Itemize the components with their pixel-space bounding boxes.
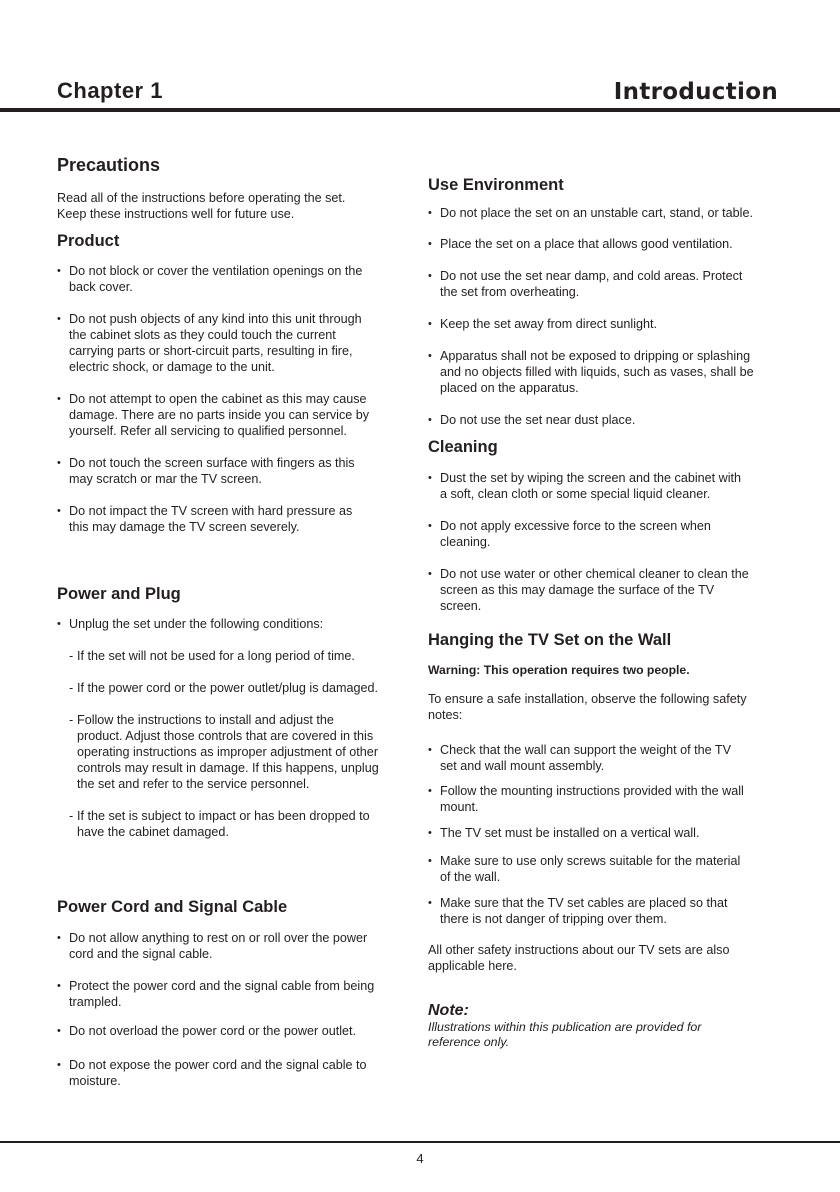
bullet-icon: • [428,744,432,756]
chapter-title: Introduction [613,79,778,105]
warning-text: Warning: This operation requires two people. [428,663,690,677]
list-item: • Make sure that the TV set cables are placed so that there is not danger of tripping over them. [428,896,728,926]
list-item: • Do not place the set on an unstable cart, stand, or table. [428,206,753,220]
wall-outro: All other safety instructions about our TV sets are also applicable here. [428,943,730,973]
list-item: • Do not apply excessive force to the screen when cleaning. [428,519,711,549]
section-title-precautions: Precautions [57,155,161,175]
list-item: • Keep the set away from direct sunlight. [428,317,658,331]
sub-list-item: - Follow the instructions to install and adjust the product. Adjust those controls that are covered in this operating instructions as improper adjustment of other controls may result in damage. If this happens, unplug the set and refer to the service personnel. [69,713,379,791]
bullet-icon: • [428,785,432,797]
list-item: • The TV set must be installed on a vertical wall. [428,826,700,840]
bullet-icon: • [428,855,432,867]
bullet-icon: • [57,1025,61,1037]
dash-icon: - [69,809,74,823]
text-line: Keep these instructions well for future use. [57,207,295,221]
list-item: • Do not attempt to open the cabinet as this may cause damage. There are no parts inside you can service by yourself. Refer all servicing to qualified personnel. [57,392,370,438]
bullet-icon: • [57,505,61,517]
note-title: Note: [428,1002,469,1019]
list-item: • Place the set on a place that allows good ventilation. [428,237,733,251]
list-item: • Do not expose the power cord and the signal cable to moisture. [57,1058,367,1088]
bullet-icon: • [57,980,61,992]
sub-list-item: - If the set is subject to impact or has been dropped to have the cabinet damaged. [69,809,370,839]
bullet-icon: • [428,270,432,282]
list-item: • Check that the wall can support the weight of the TV set and wall mount assembly. [428,743,731,773]
bullet-icon: • [57,618,61,630]
list-item: • Make sure to use only screws suitable for the material of the wall. [428,854,741,884]
section-title-power-cord: Power Cord and Signal Cable [57,898,288,916]
wall-intro: To ensure a safe installation, observe the following safety notes: [428,692,747,722]
section-title-use-environment: Use Environment [428,176,564,194]
bullet-icon: • [428,318,432,330]
list-item: • Do not use the set near damp, and cold areas. Protect the set from overheating. [428,269,743,299]
list-item: • Do not impact the TV screen with hard pressure as this may damage the TV screen severely. [57,504,353,534]
bullet-icon: • [57,1059,61,1071]
bullet-icon: • [428,350,432,362]
bullet-icon: • [57,313,61,325]
bullet-icon: • [428,897,432,909]
list-item: • Unplug the set under the following conditions: [57,617,324,631]
list-item: • Do not use the set near dust place. [428,413,636,427]
list-item: • Do not touch the screen surface with fingers as this may scratch or mar the TV screen. [57,456,355,486]
bullet-icon: • [428,568,432,580]
header-rule [0,108,840,112]
footer-rule [0,1141,840,1143]
chapter-label: Chapter 1 [57,78,163,103]
sub-list-item: - If the power cord or the power outlet/plug is damaged. [69,681,379,695]
bullet-icon: • [428,238,432,250]
section-title-cleaning: Cleaning [428,438,498,456]
list-item: • Do not block or cover the ventilation openings on the back cover. [57,264,363,294]
list-item: • Apparatus shall not be exposed to dripping or splashing and no objects filled with liquids, such as vases, shall be placed on the apparatus. [428,349,754,395]
list-item: • Follow the mounting instructions provided with the wall mount. [428,784,744,814]
dash-icon: - [69,681,74,695]
bullet-icon: • [57,265,61,277]
dash-icon: - [69,649,74,663]
bullet-icon: • [428,472,432,484]
bullet-icon: • [428,827,432,839]
section-title-power-plug: Power and Plug [57,585,181,603]
list-item: • Protect the power cord and the signal cable from being trampled. [57,979,375,1009]
section-title-wall: Hanging the TV Set on the Wall [428,631,672,649]
text-line: Read all of the instructions before operating the set. [57,191,346,205]
page-number: 4 [416,1151,424,1166]
list-item: • Do not push objects of any kind into this unit through the cabinet slots as they could touch the current carrying parts or short-circuit parts, resulting in fire, electric shock, or damage to the unit. [57,312,362,374]
list-item: • Dust the set by wiping the screen and the cabinet with a soft, clean cloth or some special liquid cleaner. [428,471,742,501]
list-item: • Do not overload the power cord or the power outlet. [57,1024,357,1038]
bullet-icon: • [428,520,432,532]
bullet-icon: • [57,393,61,405]
note-body: Illustrations within this publication are provided for reference only. [428,1020,702,1049]
bullet-icon: • [428,414,432,426]
sub-list-item: - If the set will not be used for a long period of time. [69,649,355,663]
section-title-product: Product [57,232,120,250]
bullet-icon: • [57,932,61,944]
bullet-icon: • [428,207,432,219]
bullet-icon: • [57,457,61,469]
list-item: • Do not use water or other chemical cleaner to clean the screen as this may damage the surface of the TV screen. [428,567,749,613]
dash-icon: - [69,713,74,727]
list-item: • Do not allow anything to rest on or roll over the power cord and the signal cable. [57,931,368,961]
precautions-intro [57,190,345,222]
